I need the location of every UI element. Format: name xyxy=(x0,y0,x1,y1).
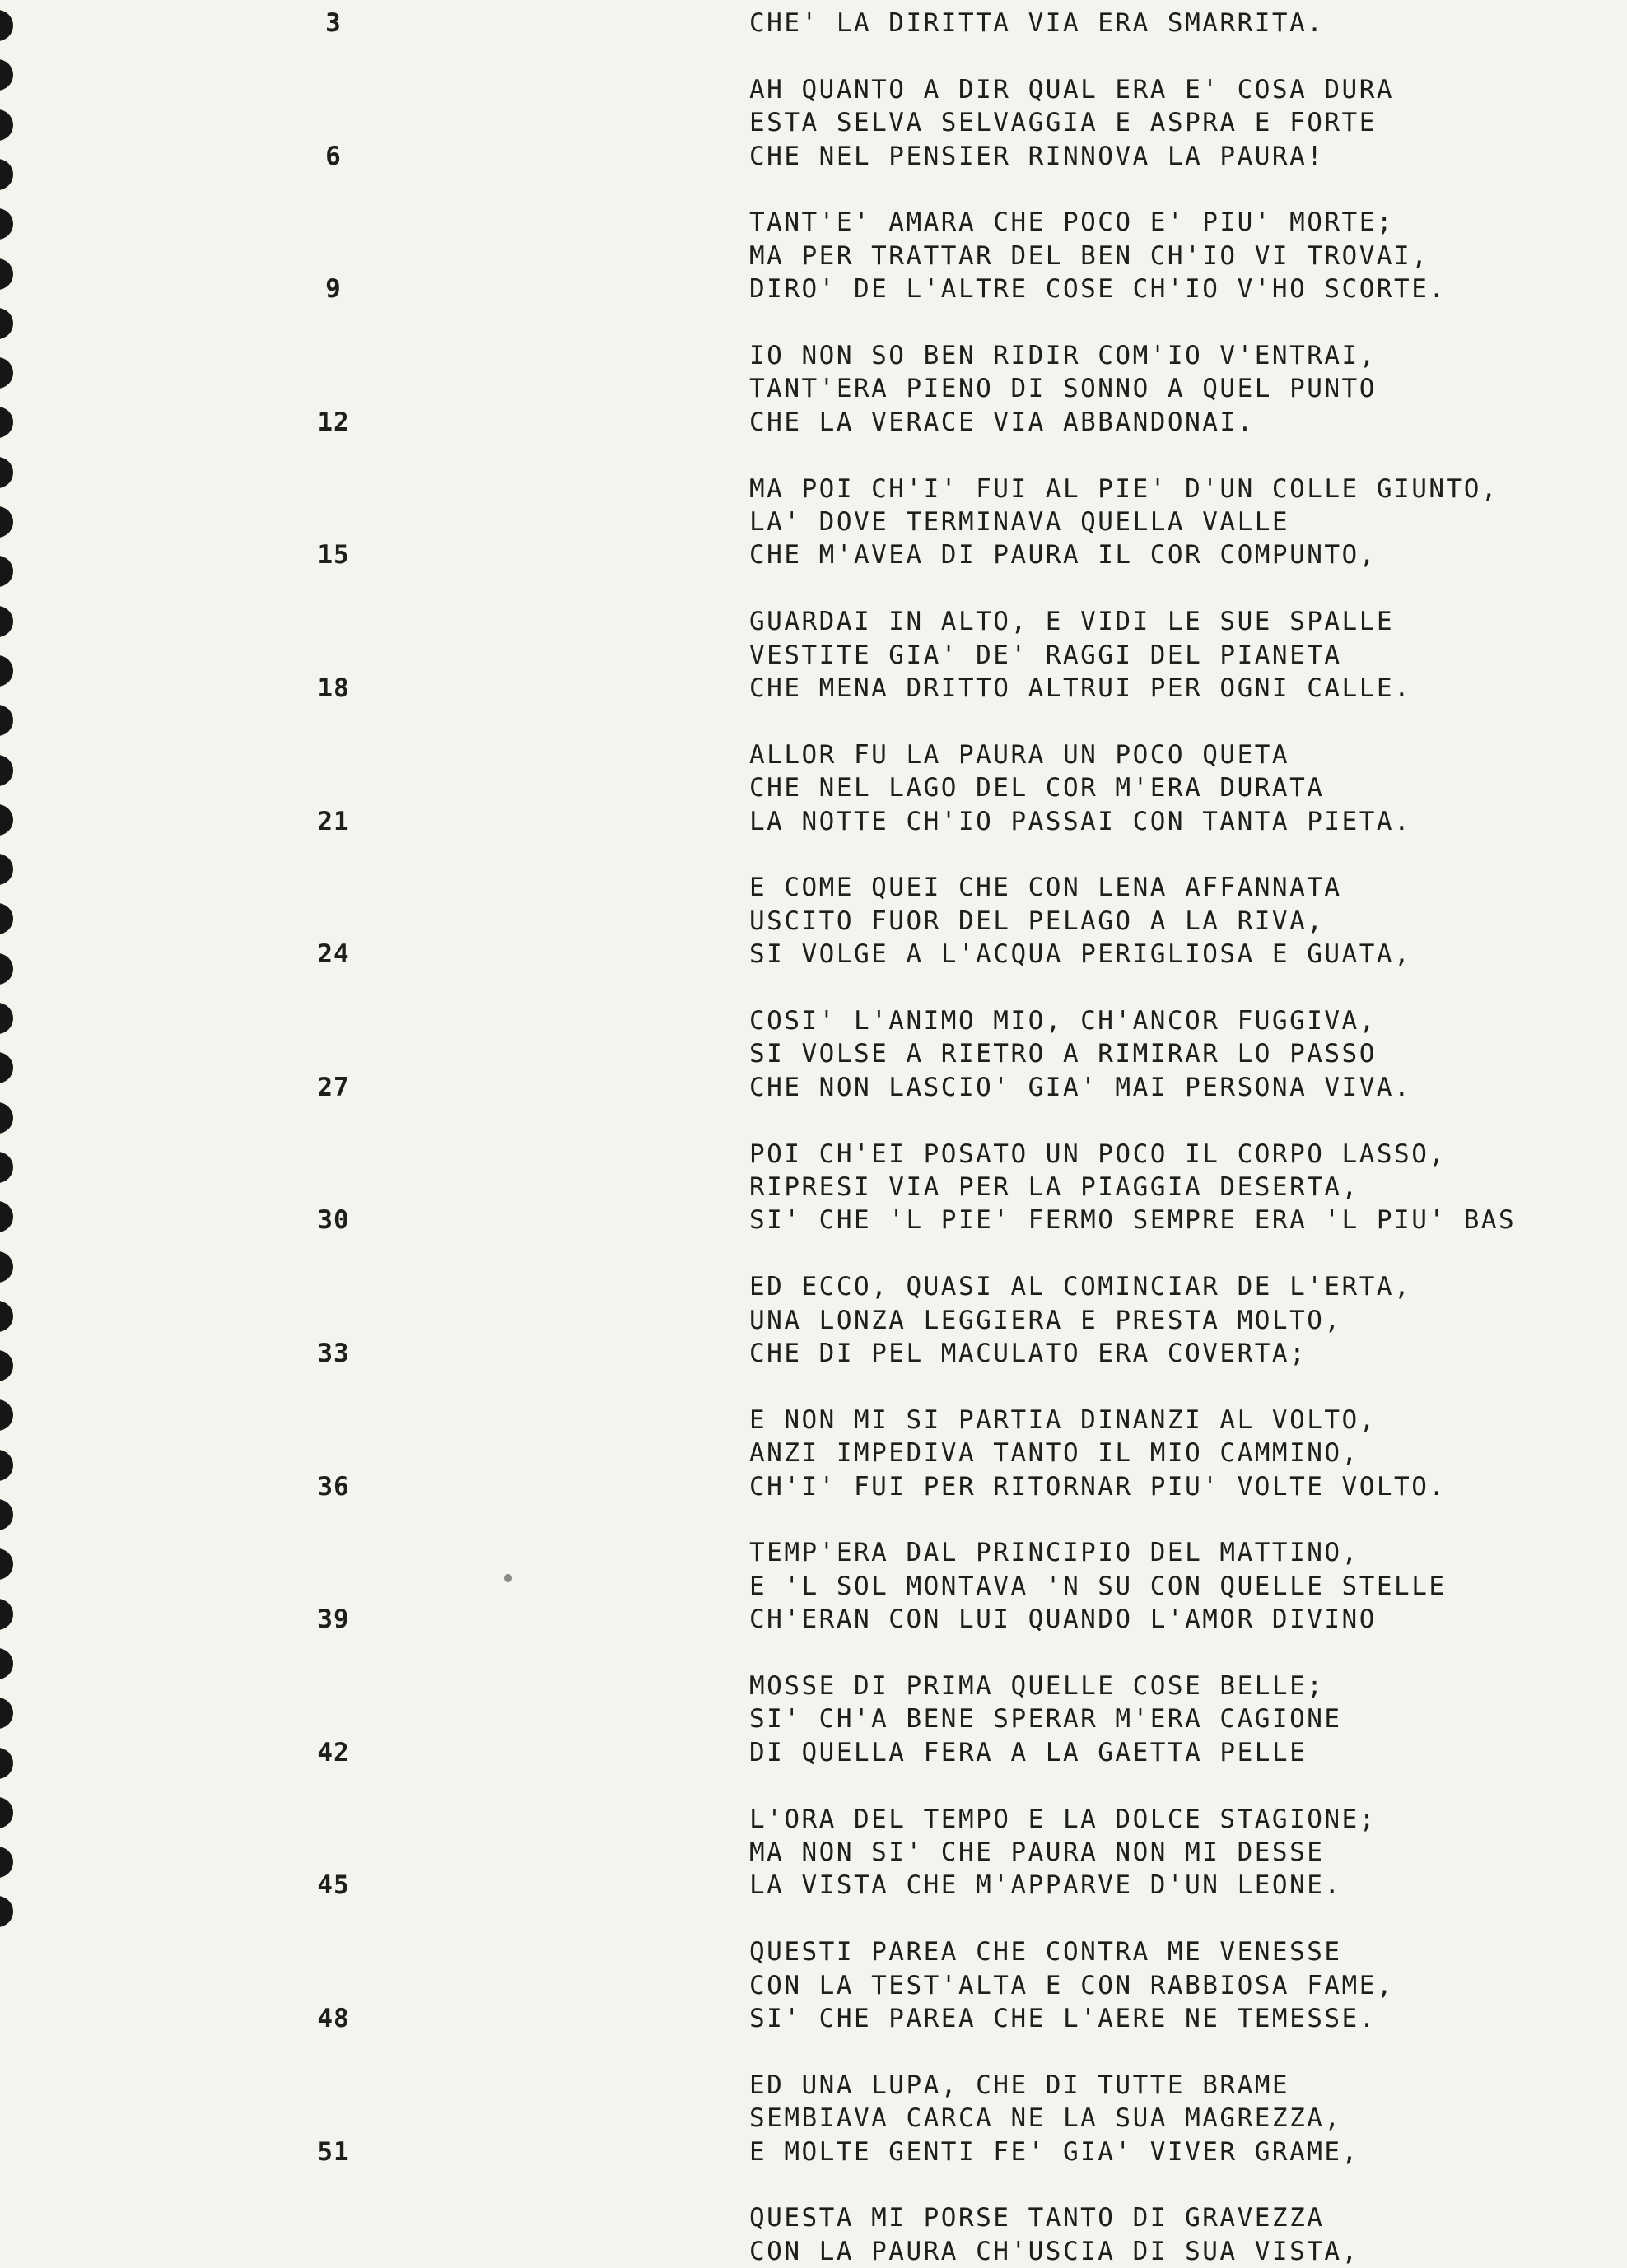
verse-line: POI CH'EI POSATO UN POCO IL CORPO LASSO, xyxy=(749,1139,1447,1169)
verse-line: SEMBIAVA CARCA NE LA SUA MAGREZZA, xyxy=(749,2103,1342,2134)
feed-hole xyxy=(0,1102,13,1134)
feed-hole xyxy=(0,208,13,240)
verse-line: E NON MI SI PARTIA DINANZI AL VOLTO, xyxy=(749,1404,1377,1435)
verse-line: DI QUELLA FERA A LA GAETTA PELLE xyxy=(749,1737,1308,1767)
line-number: 45 xyxy=(317,1870,350,1901)
verse-line: SI VOLGE A L'ACQUA PERIGLIOSA E GUATA, xyxy=(749,939,1412,970)
line-number: 36 xyxy=(317,1471,350,1502)
verse-line: UNA LONZA LEGGIERA E PRESTA MOLTO, xyxy=(749,1305,1342,1335)
feed-hole xyxy=(0,1599,13,1630)
line-number: 21 xyxy=(317,806,350,836)
line-number: 39 xyxy=(317,1604,350,1635)
line-number: 27 xyxy=(317,1072,350,1102)
line-number: 30 xyxy=(317,1205,350,1236)
verse-line: DIRO' DE L'ALTRE COSE CH'IO V'HO SCORTE. xyxy=(749,274,1447,305)
verse-line: LA VISTA CHE M'APPARVE D'UN LEONE. xyxy=(749,1870,1342,1901)
paper-speck xyxy=(504,1574,512,1582)
feed-hole xyxy=(0,159,13,190)
verse-line: E MOLTE GENTI FE' GIA' VIVER GRAME, xyxy=(749,2136,1359,2167)
feed-hole xyxy=(0,258,13,290)
verse-line: CHE DI PEL MACULATO ERA COVERTA; xyxy=(749,1339,1308,1368)
verse-line: QUESTI PAREA CHE CONTRA ME VENESSE xyxy=(749,1937,1342,1968)
verse-line: TEMP'ERA DAL PRINCIPIO DEL MATTINO, xyxy=(749,1538,1359,1568)
verse-line: CH'I' FUI PER RITORNAR PIU' VOLTE VOLTO. xyxy=(749,1471,1447,1502)
line-number: 6 xyxy=(325,141,342,171)
verse-line: AH QUANTO A DIR QUAL ERA E' COSA DURA xyxy=(749,74,1395,105)
feed-hole xyxy=(0,1499,13,1530)
verse-line: CH'ERAN CON LUI QUANDO L'AMOR DIVINO xyxy=(749,1604,1377,1635)
feed-hole xyxy=(0,1847,13,1878)
verse-line: RIPRESI VIA PER LA PIAGGIA DESERTA, xyxy=(749,1172,1359,1202)
verse-line: ANZI IMPEDIVA TANTO IL MIO CAMMINO, xyxy=(749,1438,1359,1469)
line-number: 18 xyxy=(317,673,350,703)
feed-hole xyxy=(0,1399,13,1431)
feed-hole xyxy=(0,1201,13,1232)
line-number: 24 xyxy=(317,939,350,970)
line-number: 15 xyxy=(317,540,350,570)
line-number: 51 xyxy=(317,2136,350,2167)
feed-hole xyxy=(0,407,13,438)
tractor-feed-holes xyxy=(0,0,15,2238)
verse-line: MA PER TRATTAR DEL BEN CH'IO VI TROVAI, xyxy=(749,240,1429,271)
feed-hole xyxy=(0,1450,13,1481)
verse-line: TANT'E' AMARA CHE POCO E' PIU' MORTE; xyxy=(749,207,1395,238)
feed-hole xyxy=(0,10,13,41)
verse-line: COSI' L'ANIMO MIO, CH'ANCOR FUGGIVA, xyxy=(749,1006,1377,1036)
verse-line: LA NOTTE CH'IO PASSAI CON TANTA PIETA. xyxy=(749,806,1412,836)
feed-hole xyxy=(0,903,13,934)
verse-line: QUESTA MI PORSE TANTO DI GRAVEZZA xyxy=(749,2203,1325,2233)
feed-hole xyxy=(0,1896,13,1927)
verse-line: VESTITE GIA' DE' RAGGI DEL PIANETA xyxy=(749,640,1342,670)
feed-hole xyxy=(0,854,13,885)
verse-line: USCITO FUOR DEL PELAGO A LA RIVA, xyxy=(749,906,1325,936)
verse-line: MA NON SI' CHE PAURA NON MI DESSE xyxy=(749,1837,1325,1867)
feed-hole xyxy=(0,308,13,339)
verse-line: CON LA TEST'ALTA E CON RABBIOSA FAME, xyxy=(749,1970,1395,2000)
verse-line: GUARDAI IN ALTO, E VIDI LE SUE SPALLE xyxy=(749,607,1395,637)
verse-line: E COME QUEI CHE CON LENA AFFANNATA xyxy=(749,873,1342,903)
line-number: 42 xyxy=(317,1737,350,1767)
feed-hole xyxy=(0,1251,13,1283)
feed-hole xyxy=(0,606,13,637)
verse-line: CHE MENA DRITTO ALTRUI PER OGNI CALLE. xyxy=(749,673,1412,703)
feed-hole xyxy=(0,1301,13,1332)
verse-line: ESTA SELVA SELVAGGIA E ASPRA E FORTE xyxy=(749,108,1377,138)
feed-hole xyxy=(0,804,13,836)
feed-hole xyxy=(0,1152,13,1183)
feed-hole xyxy=(0,109,13,141)
line-number: 9 xyxy=(325,274,342,305)
verse-line: SI' CHE PAREA CHE L'AERE NE TEMESSE. xyxy=(749,2004,1377,2033)
verse-line: CHE NEL LAGO DEL COR M'ERA DURATA xyxy=(749,773,1325,803)
verse-line: MA POI CH'I' FUI AL PIE' D'UN COLLE GIUNTO, xyxy=(749,473,1499,504)
verse-line: CHE' LA DIRITTA VIA ERA SMARRITA. xyxy=(749,8,1325,38)
feed-hole xyxy=(0,59,13,91)
feed-hole xyxy=(0,357,13,389)
verse-line: SI' CHE 'L PIE' FERMO SEMPRE ERA 'L PIU' BAS xyxy=(749,1205,1517,1236)
verse-line: LA' DOVE TERMINAVA QUELLA VALLE xyxy=(749,507,1290,537)
feed-hole xyxy=(0,1648,13,1679)
line-number: 12 xyxy=(317,407,350,437)
verse-line: SI VOLSE A RIETRO A RIMIRAR LO PASSO xyxy=(749,1039,1377,1069)
feed-hole xyxy=(0,1052,13,1083)
feed-hole xyxy=(0,556,13,587)
verse-line: IO NON SO BEN RIDIR COM'IO V'ENTRAI, xyxy=(749,341,1377,370)
feed-hole xyxy=(0,953,13,985)
verse-line: CHE NEL PENSIER RINNOVA LA PAURA! xyxy=(749,141,1325,171)
verse-line: TANT'ERA PIENO DI SONNO A QUEL PUNTO xyxy=(749,374,1377,404)
verse-line: SI' CH'A BENE SPERAR M'ERA CAGIONE xyxy=(749,1704,1342,1735)
feed-hole xyxy=(0,506,13,538)
verse-line: CHE NON LASCIO' GIA' MAI PERSONA VIVA. xyxy=(749,1072,1412,1102)
line-number: 48 xyxy=(317,2004,350,2033)
verse-line: ALLOR FU LA PAURA UN POCO QUETA xyxy=(749,739,1290,770)
verse-line: E 'L SOL MONTAVA 'N SU CON QUELLE STELLE xyxy=(749,1571,1447,1601)
feed-hole xyxy=(0,1698,13,1729)
feed-hole xyxy=(0,1548,13,1580)
verse-line: CHE LA VERACE VIA ABBANDONAI. xyxy=(749,407,1255,437)
feed-hole xyxy=(0,705,13,736)
line-number: 33 xyxy=(317,1339,350,1368)
feed-hole xyxy=(0,755,13,786)
feed-hole xyxy=(0,655,13,687)
verse-line: CHE M'AVEA DI PAURA IL COR COMPUNTO, xyxy=(749,540,1377,570)
verse-line: L'ORA DEL TEMPO E LA DOLCE STAGIONE; xyxy=(749,1804,1377,1834)
feed-hole xyxy=(0,1748,13,1779)
feed-hole xyxy=(0,1797,13,1828)
verse-line: ED UNA LUPA, CHE DI TUTTE BRAME xyxy=(749,2070,1290,2100)
line-number: 3 xyxy=(325,8,342,38)
feed-hole xyxy=(0,457,13,488)
feed-hole xyxy=(0,1003,13,1034)
feed-hole xyxy=(0,1350,13,1381)
verse-line: ED ECCO, QUASI AL COMINCIAR DE L'ERTA, xyxy=(749,1272,1412,1302)
verse-line: MOSSE DI PRIMA QUELLE COSE BELLE; xyxy=(749,1671,1325,1701)
verse-line: CON LA PAURA CH'USCIA DI SUA VISTA, xyxy=(749,2236,1359,2266)
